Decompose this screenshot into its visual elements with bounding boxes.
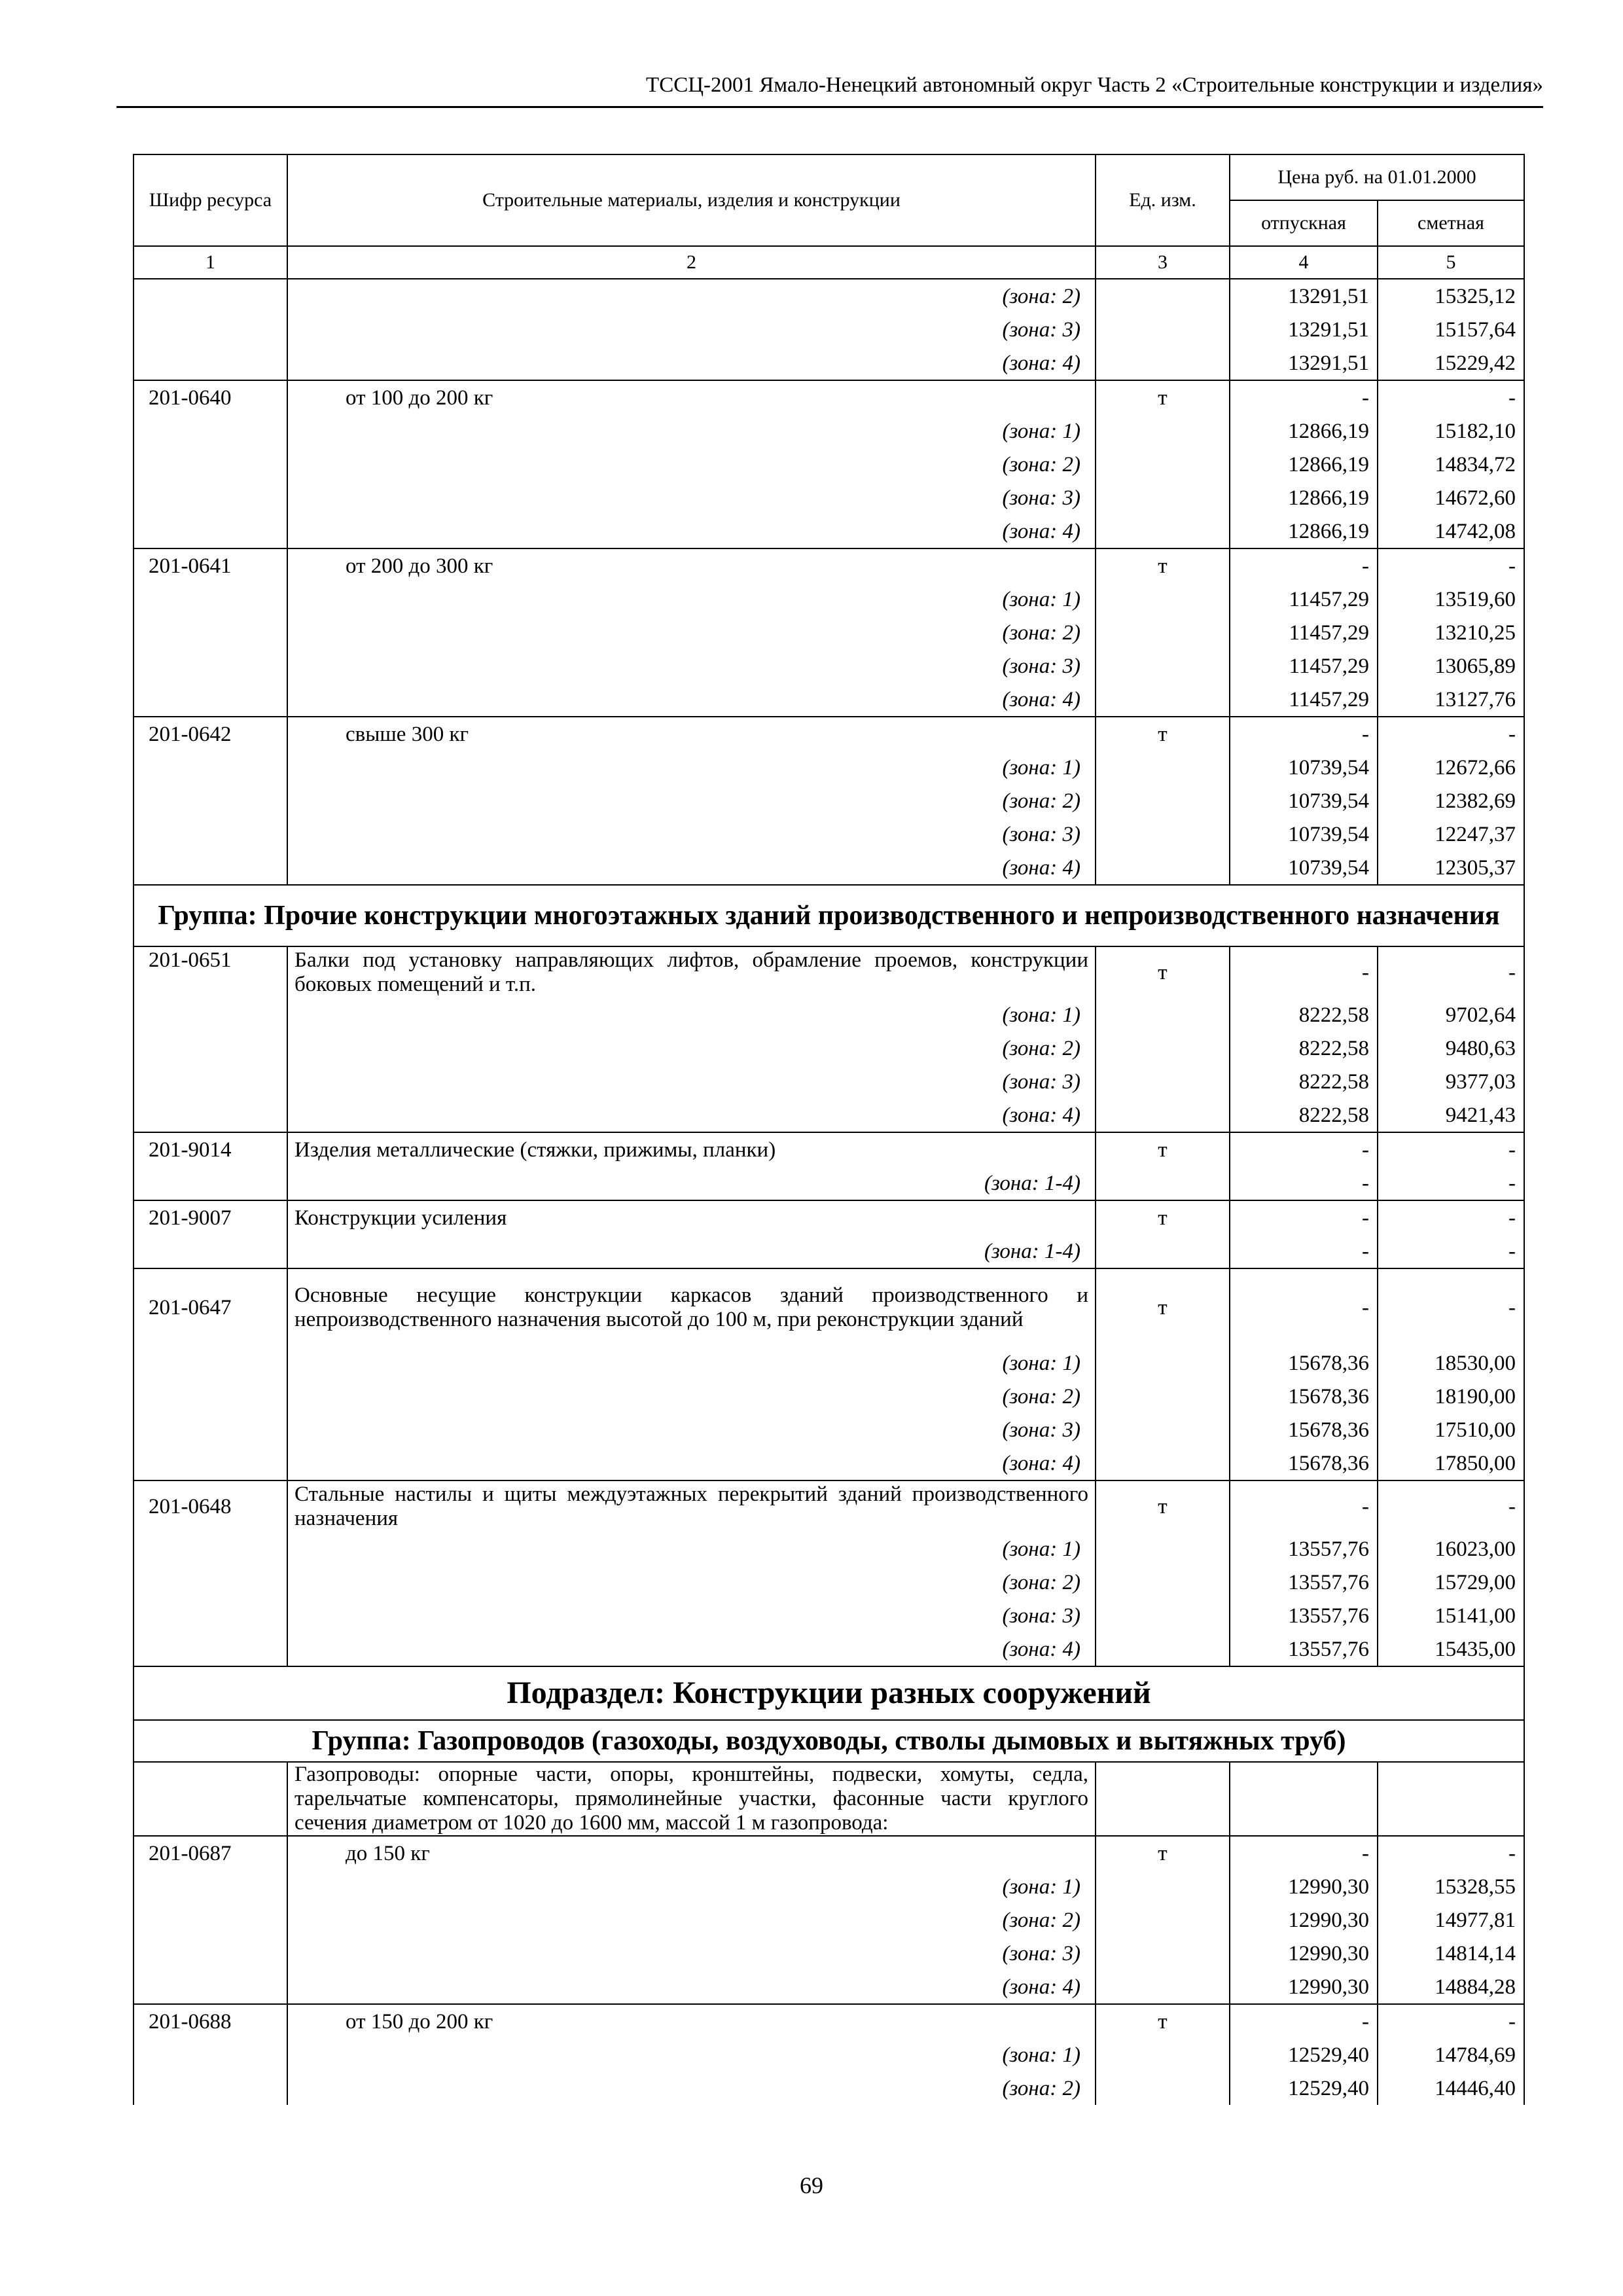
zone-row xyxy=(134,2038,1524,2072)
unit xyxy=(1096,649,1230,683)
estimate-price: - xyxy=(1378,1480,1524,1532)
unit xyxy=(1096,1903,1230,1937)
estimate-price: 14672,60 xyxy=(1378,481,1524,514)
unit xyxy=(1096,1566,1230,1599)
release-price: 12990,30 xyxy=(1230,1870,1378,1903)
resource-code: 201-9007 xyxy=(134,1200,287,1234)
resource-code xyxy=(134,1970,287,2004)
zone-row xyxy=(134,751,1524,784)
zone-row xyxy=(134,1566,1524,1599)
zone-label: (зона: 3) xyxy=(287,481,1096,514)
unit: т xyxy=(1096,1480,1230,1532)
zone-row xyxy=(134,1031,1524,1065)
price-table-wrap xyxy=(133,154,1524,2105)
table-row xyxy=(134,717,1524,751)
zone-row xyxy=(134,1380,1524,1413)
zone-label: (зона: 3) xyxy=(287,1413,1096,1446)
estimate-price: 15182,10 xyxy=(1378,414,1524,448)
estimate-price: 14814,14 xyxy=(1378,1937,1524,1970)
resource-code xyxy=(134,1762,287,1836)
estimate-price: - xyxy=(1378,1268,1524,1346)
col-number-5: 5 xyxy=(1378,246,1524,279)
release-price: 12990,30 xyxy=(1230,1903,1378,1937)
resource-code: 201-0648 xyxy=(134,1480,287,1532)
resource-code: 201-0687 xyxy=(134,1836,287,1870)
resource-code xyxy=(134,817,287,851)
col-number-2: 2 xyxy=(287,246,1096,279)
release-price: - xyxy=(1230,717,1378,751)
note-row xyxy=(134,1762,1524,1836)
unit xyxy=(1096,1031,1230,1065)
material-name: до 150 кг xyxy=(287,1836,1096,1870)
zone-label: (зона: 2) xyxy=(287,279,1096,313)
zone-row xyxy=(134,1970,1524,2004)
zone-row xyxy=(134,851,1524,885)
release-price: 12990,30 xyxy=(1230,1970,1378,2004)
subsection-heading: Подраздел: Конструкции разных сооружений xyxy=(134,1666,1524,1720)
material-name: Стальные настилы и щиты междуэтажных перекрытий зданий производственного назначения xyxy=(287,1480,1096,1532)
zone-row xyxy=(134,1098,1524,1132)
estimate-price: 14446,40 xyxy=(1378,2072,1524,2105)
resource-code xyxy=(134,851,287,885)
price-table-body xyxy=(134,279,1524,2105)
resource-code xyxy=(134,1234,287,1268)
material-name: Балки под установку направляющих лифтов, обрамление проемов, конструкции боковых помещений и т.п. xyxy=(287,946,1096,998)
zone-label: (зона: 1) xyxy=(287,583,1096,616)
release-price: 11457,29 xyxy=(1230,583,1378,616)
zone-row xyxy=(134,784,1524,817)
unit xyxy=(1096,583,1230,616)
resource-code xyxy=(134,2072,287,2105)
header-price: Цена руб. на 01.01.2000 xyxy=(1230,154,1524,200)
estimate-price: - xyxy=(1378,1234,1524,1268)
estimate-price: 9421,43 xyxy=(1378,1098,1524,1132)
group-heading-row xyxy=(134,1720,1524,1762)
resource-code xyxy=(134,448,287,481)
subsection-heading-row xyxy=(134,1666,1524,1720)
release-price: 15678,36 xyxy=(1230,1346,1378,1380)
table-row xyxy=(134,946,1524,998)
release-price: - xyxy=(1230,1200,1378,1234)
estimate-price: 12305,37 xyxy=(1378,851,1524,885)
group-heading: Группа: Газопроводов (газоходы, воздуховоды, стволы дымовых и вытяжных труб) xyxy=(134,1720,1524,1762)
resource-code xyxy=(134,514,287,548)
estimate-price: 13519,60 xyxy=(1378,583,1524,616)
zone-label: (зона: 1) xyxy=(287,2038,1096,2072)
zone-row xyxy=(134,481,1524,514)
header-estimate-price: сметная xyxy=(1378,200,1524,246)
material-name: от 150 до 200 кг xyxy=(287,2004,1096,2038)
release-price: - xyxy=(1230,1166,1378,1200)
release-price: 13557,76 xyxy=(1230,1566,1378,1599)
unit xyxy=(1096,1870,1230,1903)
release-price: 15678,36 xyxy=(1230,1446,1378,1480)
zone-row xyxy=(134,1065,1524,1098)
zone-row xyxy=(134,313,1524,346)
unit xyxy=(1096,1166,1230,1200)
col-number-4: 4 xyxy=(1230,246,1378,279)
resource-code: 201-0647 xyxy=(134,1268,287,1346)
release-price: - xyxy=(1230,548,1378,583)
unit xyxy=(1096,1098,1230,1132)
estimate-price: - xyxy=(1378,946,1524,998)
material-name: свыше 300 кг xyxy=(287,717,1096,751)
release-price: 10739,54 xyxy=(1230,751,1378,784)
zone-label: (зона: 3) xyxy=(287,1937,1096,1970)
zone-label: (зона: 3) xyxy=(287,1065,1096,1098)
release-price: - xyxy=(1230,1836,1378,1870)
estimate-price: 17510,00 xyxy=(1378,1413,1524,1446)
zone-label: (зона: 4) xyxy=(287,1098,1096,1132)
resource-code: 201-0688 xyxy=(134,2004,287,2038)
resource-code xyxy=(134,751,287,784)
group-heading: Группа: Прочие конструкции многоэтажных зданий производственного и непроизводственного назначения xyxy=(134,885,1524,946)
zone-row xyxy=(134,1632,1524,1666)
resource-code xyxy=(134,1599,287,1632)
estimate-price: 15729,00 xyxy=(1378,1566,1524,1599)
header-release-price: отпускная xyxy=(1230,200,1378,246)
zone-row xyxy=(134,649,1524,683)
release-price: 13557,76 xyxy=(1230,1532,1378,1566)
group-heading-row xyxy=(134,885,1524,946)
release-price: 12866,19 xyxy=(1230,514,1378,548)
estimate-price: 15229,42 xyxy=(1378,346,1524,380)
estimate-price: 13210,25 xyxy=(1378,616,1524,649)
unit xyxy=(1096,481,1230,514)
release-price: 12529,40 xyxy=(1230,2072,1378,2105)
estimate-price: - xyxy=(1378,717,1524,751)
release-price: 11457,29 xyxy=(1230,616,1378,649)
estimate-price: 9377,03 xyxy=(1378,1065,1524,1098)
release-price: 8222,58 xyxy=(1230,1098,1378,1132)
release-price: - xyxy=(1230,2004,1378,2038)
resource-code: 201-0641 xyxy=(134,548,287,583)
zone-label: (зона: 2) xyxy=(287,1566,1096,1599)
release-price: 13291,51 xyxy=(1230,346,1378,380)
table-row xyxy=(134,1480,1524,1532)
release-price: - xyxy=(1230,946,1378,998)
release-price: 12866,19 xyxy=(1230,448,1378,481)
zone-label: (зона: 1) xyxy=(287,998,1096,1031)
release-price: 12990,30 xyxy=(1230,1937,1378,1970)
unit: т xyxy=(1096,717,1230,751)
resource-code xyxy=(134,1346,287,1380)
unit xyxy=(1096,2038,1230,2072)
resource-code xyxy=(134,481,287,514)
estimate-price: 17850,00 xyxy=(1378,1446,1524,1480)
zone-row xyxy=(134,1446,1524,1480)
release-price: 8222,58 xyxy=(1230,998,1378,1031)
material-name: от 100 до 200 кг xyxy=(287,380,1096,414)
material-name: Основные несущие конструкции каркасов зданий производственного и непроизводственного назначения высотой до 100 м, при реконструкции зданий xyxy=(287,1268,1096,1346)
unit xyxy=(1096,1632,1230,1666)
zone-row xyxy=(134,1870,1524,1903)
zone-row xyxy=(134,1903,1524,1937)
resource-code xyxy=(134,1566,287,1599)
release-price: 10739,54 xyxy=(1230,784,1378,817)
release-price: - xyxy=(1230,1234,1378,1268)
estimate-price: 14784,69 xyxy=(1378,2038,1524,2072)
resource-code xyxy=(134,1532,287,1566)
release-price: - xyxy=(1230,1480,1378,1532)
zone-row xyxy=(134,414,1524,448)
estimate-price: 12382,69 xyxy=(1378,784,1524,817)
table-row xyxy=(134,1200,1524,1234)
unit: т xyxy=(1096,1132,1230,1166)
zone-row xyxy=(134,616,1524,649)
estimate-price: 18530,00 xyxy=(1378,1346,1524,1380)
release-price: 13291,51 xyxy=(1230,279,1378,313)
resource-code xyxy=(134,1380,287,1413)
material-name: Конструкции усиления xyxy=(287,1200,1096,1234)
zone-row xyxy=(134,583,1524,616)
zone-label: (зона: 4) xyxy=(287,514,1096,548)
release-price: 11457,29 xyxy=(1230,683,1378,717)
resource-code xyxy=(134,649,287,683)
table-row xyxy=(134,1132,1524,1166)
unit xyxy=(1096,514,1230,548)
unit xyxy=(1096,1380,1230,1413)
zone-label: (зона: 1) xyxy=(287,1870,1096,1903)
zone-label: (зона: 2) xyxy=(287,2072,1096,2105)
zone-label: (зона: 2) xyxy=(287,1031,1096,1065)
estimate-price: 18190,00 xyxy=(1378,1380,1524,1413)
resource-code: 201-0642 xyxy=(134,717,287,751)
header-unit: Ед. изм. xyxy=(1096,154,1230,246)
unit xyxy=(1096,817,1230,851)
unit xyxy=(1096,1446,1230,1480)
unit xyxy=(1096,683,1230,717)
zone-row xyxy=(134,1532,1524,1566)
zone-label: (зона: 1-4) xyxy=(287,1166,1096,1200)
group-note: Газопроводы: опорные части, опоры, кронштейны, подвески, хомуты, седла, тарельчатые компенсаторы, прямолинейные участки, фасонные части круглого сечения диаметром от 1020 до 1600 мм, массой 1 м газопровода: xyxy=(287,1762,1096,1836)
zone-label: (зона: 2) xyxy=(287,1903,1096,1937)
resource-code xyxy=(134,279,287,313)
estimate-price: - xyxy=(1378,380,1524,414)
col-number-1: 1 xyxy=(134,246,287,279)
estimate-price: - xyxy=(1378,548,1524,583)
release-price: - xyxy=(1230,380,1378,414)
zone-label: (зона: 4) xyxy=(287,683,1096,717)
release-price: 12866,19 xyxy=(1230,414,1378,448)
zone-label: (зона: 4) xyxy=(287,1446,1096,1480)
resource-code: 201-0651 xyxy=(134,946,287,998)
zone-row xyxy=(134,1413,1524,1446)
resource-code xyxy=(134,414,287,448)
estimate-price: - xyxy=(1378,2004,1524,2038)
release-price: 10739,54 xyxy=(1230,817,1378,851)
zone-row xyxy=(134,279,1524,313)
table-row xyxy=(134,1836,1524,1870)
resource-code xyxy=(134,2038,287,2072)
release-price: 11457,29 xyxy=(1230,649,1378,683)
table-row xyxy=(134,1268,1524,1346)
resource-code xyxy=(134,583,287,616)
zone-label: (зона: 1) xyxy=(287,1346,1096,1380)
estimate-price: 13127,76 xyxy=(1378,683,1524,717)
estimate-price: 12672,66 xyxy=(1378,751,1524,784)
release-price: 15678,36 xyxy=(1230,1380,1378,1413)
estimate-price: 12247,37 xyxy=(1378,817,1524,851)
release-price: 8222,58 xyxy=(1230,1031,1378,1065)
zone-label: (зона: 1) xyxy=(287,414,1096,448)
unit xyxy=(1096,346,1230,380)
resource-code xyxy=(134,1446,287,1480)
unit xyxy=(1096,784,1230,817)
release-price: 12529,40 xyxy=(1230,2038,1378,2072)
estimate-price: - xyxy=(1378,1132,1524,1166)
release-price: 13557,76 xyxy=(1230,1599,1378,1632)
table-row xyxy=(134,2004,1524,2038)
resource-code xyxy=(134,313,287,346)
unit xyxy=(1096,1413,1230,1446)
material-name: от 200 до 300 кг xyxy=(287,548,1096,583)
zone-row xyxy=(134,346,1524,380)
resource-code xyxy=(134,1413,287,1446)
zone-label: (зона: 2) xyxy=(287,784,1096,817)
estimate-price: 9480,63 xyxy=(1378,1031,1524,1065)
release-price: - xyxy=(1230,1132,1378,1166)
unit xyxy=(1096,1762,1230,1836)
unit xyxy=(1096,414,1230,448)
zone-label: (зона: 4) xyxy=(287,1632,1096,1666)
resource-code xyxy=(134,1870,287,1903)
unit xyxy=(1096,1937,1230,1970)
material-name: Изделия металлические (стяжки, прижимы, планки) xyxy=(287,1132,1096,1166)
zone-label: (зона: 3) xyxy=(287,649,1096,683)
release-price xyxy=(1230,1762,1378,1836)
zone-label: (зона: 2) xyxy=(287,448,1096,481)
estimate-price: 14884,28 xyxy=(1378,1970,1524,2004)
zone-row xyxy=(134,1599,1524,1632)
unit xyxy=(1096,1970,1230,2004)
resource-code: 201-9014 xyxy=(134,1132,287,1166)
estimate-price: 14834,72 xyxy=(1378,448,1524,481)
resource-code xyxy=(134,1166,287,1200)
zone-label: (зона: 1) xyxy=(287,1532,1096,1566)
resource-code xyxy=(134,998,287,1031)
zone-label: (зона: 2) xyxy=(287,1380,1096,1413)
estimate-price: - xyxy=(1378,1836,1524,1870)
zone-row xyxy=(134,1234,1524,1268)
unit xyxy=(1096,2072,1230,2105)
resource-code xyxy=(134,346,287,380)
estimate-price: 14742,08 xyxy=(1378,514,1524,548)
release-price: 15678,36 xyxy=(1230,1413,1378,1446)
zone-row xyxy=(134,998,1524,1031)
zone-label: (зона: 3) xyxy=(287,313,1096,346)
zone-label: (зона: 1-4) xyxy=(287,1234,1096,1268)
release-price: 12866,19 xyxy=(1230,481,1378,514)
zone-label: (зона: 1) xyxy=(287,751,1096,784)
price-table xyxy=(133,154,1525,2105)
unit xyxy=(1096,851,1230,885)
unit: т xyxy=(1096,548,1230,583)
unit xyxy=(1096,313,1230,346)
zone-label: (зона: 4) xyxy=(287,851,1096,885)
estimate-price: 15157,64 xyxy=(1378,313,1524,346)
unit: т xyxy=(1096,1200,1230,1234)
zone-row xyxy=(134,817,1524,851)
estimate-price: - xyxy=(1378,1166,1524,1200)
page-number: 69 xyxy=(800,2172,823,2198)
table-row xyxy=(134,548,1524,583)
zone-label: (зона: 3) xyxy=(287,817,1096,851)
zone-label: (зона: 4) xyxy=(287,346,1096,380)
unit xyxy=(1096,751,1230,784)
unit xyxy=(1096,448,1230,481)
col-number-3: 3 xyxy=(1096,246,1230,279)
resource-code xyxy=(134,1031,287,1065)
unit xyxy=(1096,1234,1230,1268)
estimate-price: 14977,81 xyxy=(1378,1903,1524,1937)
estimate-price: 16023,00 xyxy=(1378,1532,1524,1566)
resource-code xyxy=(134,1098,287,1132)
estimate-price: 9702,64 xyxy=(1378,998,1524,1031)
release-price: 8222,58 xyxy=(1230,1065,1378,1098)
estimate-price: 15325,12 xyxy=(1378,279,1524,313)
unit xyxy=(1096,1599,1230,1632)
unit: т xyxy=(1096,946,1230,998)
resource-code xyxy=(134,1065,287,1098)
zone-row xyxy=(134,1937,1524,1970)
unit: т xyxy=(1096,380,1230,414)
estimate-price: 15435,00 xyxy=(1378,1632,1524,1666)
release-price: 13291,51 xyxy=(1230,313,1378,346)
release-price: 13557,76 xyxy=(1230,1632,1378,1666)
table-row xyxy=(134,380,1524,414)
estimate-price: 13065,89 xyxy=(1378,649,1524,683)
zone-row xyxy=(134,683,1524,717)
resource-code xyxy=(134,1937,287,1970)
unit: т xyxy=(1096,2004,1230,2038)
unit xyxy=(1096,998,1230,1031)
zone-row xyxy=(134,1346,1524,1380)
unit xyxy=(1096,1065,1230,1098)
estimate-price: 15141,00 xyxy=(1378,1599,1524,1632)
resource-code xyxy=(134,683,287,717)
unit: т xyxy=(1096,1268,1230,1346)
zone-row xyxy=(134,448,1524,481)
release-price: 10739,54 xyxy=(1230,851,1378,885)
zone-row xyxy=(134,2072,1524,2105)
zone-row xyxy=(134,514,1524,548)
resource-code xyxy=(134,784,287,817)
resource-code xyxy=(134,1903,287,1937)
resource-code: 201-0640 xyxy=(134,380,287,414)
estimate-price: - xyxy=(1378,1200,1524,1234)
unit xyxy=(1096,279,1230,313)
unit xyxy=(1096,616,1230,649)
zone-label: (зона: 4) xyxy=(287,1970,1096,2004)
unit: т xyxy=(1096,1836,1230,1870)
estimate-price xyxy=(1378,1762,1524,1836)
header-name: Строительные материалы, изделия и конструкции xyxy=(287,154,1096,246)
zone-label: (зона: 2) xyxy=(287,616,1096,649)
release-price: - xyxy=(1230,1268,1378,1346)
resource-code xyxy=(134,616,287,649)
unit xyxy=(1096,1346,1230,1380)
unit xyxy=(1096,1532,1230,1566)
zone-label: (зона: 3) xyxy=(287,1599,1096,1632)
header-code: Шифр ресурса xyxy=(134,154,287,246)
zone-row xyxy=(134,1166,1524,1200)
running-header: ТССЦ-2001 Ямало-Ненецкий автономный округ Часть 2 «Строительные конструкции и изделия» xyxy=(116,71,1543,108)
estimate-price: 15328,55 xyxy=(1378,1870,1524,1903)
resource-code xyxy=(134,1632,287,1666)
